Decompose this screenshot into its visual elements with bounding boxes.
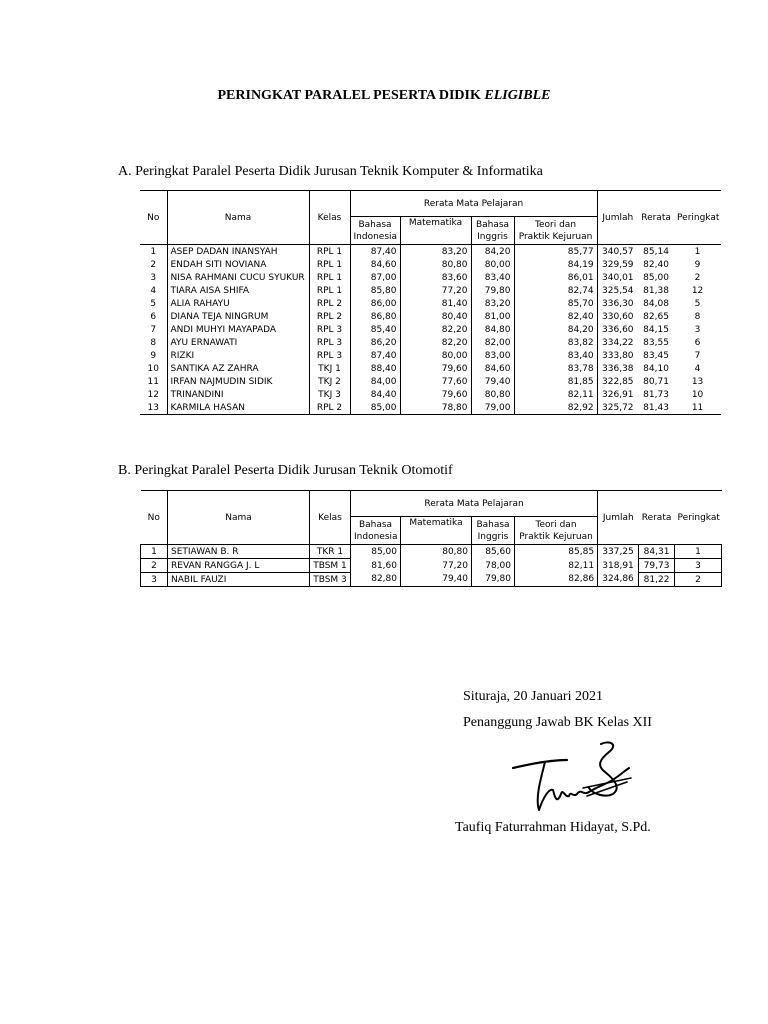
cell-peringkat: 7: [694, 350, 701, 361]
cell-kelas: TBSM 3: [310, 573, 351, 587]
cell-peringkat: 5: [694, 298, 701, 309]
cell-rerata: 81,38: [643, 285, 669, 296]
table-row: [140, 245, 721, 259]
cell-jumlah: 340,01: [597, 271, 638, 284]
cell-matematika: 77,20: [400, 284, 471, 297]
cell-jumlah: 334,22: [597, 336, 638, 349]
cell-bahasa-indonesia: 86,20: [350, 336, 400, 349]
header-no: No: [141, 491, 168, 545]
cell-no: 12: [147, 389, 159, 400]
cell-matematika: 79,60: [400, 362, 471, 375]
signature-place-date: Situraja, 20 Januari 2021: [463, 689, 603, 704]
cell-matematika: 79,60: [400, 388, 471, 401]
table-row: [140, 375, 721, 388]
cell-peringkat: 12: [691, 285, 704, 296]
cell-matematika: 83,60: [400, 271, 471, 284]
table-row: [141, 545, 722, 559]
cell-nama: TRINANDINI: [167, 388, 309, 401]
cell-teori-praktik: 83,82: [514, 336, 597, 349]
cell-matematika: 82,20: [400, 336, 471, 349]
cell-bahasa-indonesia: 85,80: [350, 284, 400, 297]
cell-matematika: 81,40: [400, 297, 471, 310]
cell-kelas: TKJ 2: [309, 375, 350, 388]
header-bahasa-inggris: Bahasa Inggris: [472, 517, 515, 545]
table-section-a: [140, 190, 721, 415]
cell-teori-praktik: 82,92: [514, 401, 597, 415]
table-row: [140, 297, 721, 310]
header-jumlah: Jumlah: [598, 491, 639, 545]
header-rerata-mapel: Rerata Mata Pelajaran: [350, 191, 597, 217]
cell-no: 9: [150, 350, 157, 361]
cell-bahasa-inggris: 85,60: [472, 545, 515, 559]
header-bahasa-indonesia: Bahasa Indonesia: [351, 517, 401, 545]
table-row: [140, 323, 721, 336]
cell-peringkat: 3: [675, 559, 722, 573]
cell-jumlah: 337,25: [598, 545, 639, 559]
cell-peringkat: 4: [694, 363, 701, 374]
cell-nama: ALIA RAHAYU: [167, 297, 309, 310]
cell-bahasa-inggris: 78,00: [472, 559, 515, 573]
cell-bahasa-indonesia: 88,40: [350, 362, 400, 375]
table-section-b: [140, 490, 722, 587]
cell-peringkat: 1: [674, 245, 721, 259]
cell-bahasa-inggris: 84,80: [471, 323, 514, 336]
signature-role: Penanggung Jawab BK Kelas XII: [463, 715, 652, 730]
cell-jumlah: 336,60: [597, 323, 638, 336]
cell-bahasa-indonesia: 87,00: [350, 271, 400, 284]
cell-matematika: 80,80: [400, 258, 471, 271]
cell-rerata: 84,08: [643, 298, 669, 309]
cell-bahasa-indonesia: 85,40: [350, 323, 400, 336]
cell-teori-praktik: 81,85: [514, 375, 597, 388]
section-a-heading: A. Peringkat Paralel Peserta Didik Jurusan Teknik Komputer & Informatika: [118, 164, 543, 179]
cell-no: 10: [147, 363, 159, 374]
cell-teori-praktik: 84,19: [514, 258, 597, 271]
cell-nama: AYU ERNAWATI: [167, 336, 309, 349]
cell-rerata: 84,15: [643, 324, 669, 335]
table-row: [140, 336, 721, 349]
cell-teori-praktik: 85,77: [514, 245, 597, 259]
cell-rerata: 81,22: [639, 573, 675, 587]
signature-name: Taufiq Faturrahman Hidayat, S.Pd.: [455, 820, 651, 835]
cell-bahasa-inggris: 83,20: [471, 297, 514, 310]
cell-jumlah: 325,54: [597, 284, 638, 297]
cell-peringkat: 11: [674, 401, 721, 415]
cell-matematika: 77,20: [401, 559, 472, 573]
header-peringkat: Peringkat: [675, 491, 722, 545]
cell-kelas: RPL 3: [309, 349, 350, 362]
cell-no: 6: [150, 311, 157, 322]
header-rerata: Rerata: [638, 191, 674, 245]
cell-matematika: 80,40: [400, 310, 471, 323]
cell-no: 2: [150, 259, 157, 270]
cell-bahasa-indonesia: 86,00: [350, 297, 400, 310]
cell-peringkat: 2: [694, 272, 701, 283]
cell-matematika: 82,20: [400, 323, 471, 336]
cell-peringkat: 8: [694, 311, 701, 322]
cell-jumlah: 333,80: [597, 349, 638, 362]
cell-nama: ENDAH SITI NOVIANA: [167, 258, 309, 271]
cell-rerata: 82,65: [643, 311, 669, 322]
cell-kelas: RPL 1: [309, 258, 350, 271]
cell-nama: ANDI MUHYI MAYAPADA: [167, 323, 309, 336]
header-teori-praktik: Teori dan Praktik Kejuruan: [514, 217, 597, 245]
cell-no: 7: [150, 324, 157, 335]
cell-bahasa-inggris: 84,60: [471, 362, 514, 375]
cell-matematika: 80,80: [401, 545, 472, 559]
cell-kelas: TKR 1: [310, 545, 351, 559]
header-rerata-mapel: Rerata Mata Pelajaran: [351, 491, 598, 517]
cell-bahasa-inggris: 83,40: [471, 271, 514, 284]
cell-jumlah: 324,86: [598, 573, 639, 587]
cell-peringkat: 2: [675, 573, 722, 587]
header-kelas: Kelas: [310, 491, 351, 545]
table-row: [140, 271, 721, 284]
cell-rerata: 83,45: [643, 350, 669, 361]
cell-teori-praktik: 85,70: [514, 297, 597, 310]
cell-nama: ASEP DADAN INANSYAH: [167, 245, 309, 259]
cell-kelas: RPL 2: [309, 401, 350, 415]
cell-no: 3: [150, 272, 157, 283]
cell-bahasa-inggris: 81,00: [471, 310, 514, 323]
cell-nama: SANTIKA AZ ZAHRA: [167, 362, 309, 375]
title-emphasis: ELIGIBLE: [484, 88, 551, 103]
cell-teori-praktik: 86,01: [514, 271, 597, 284]
table-row: [140, 349, 721, 362]
cell-no: 5: [150, 298, 157, 309]
cell-bahasa-inggris: 82,00: [471, 336, 514, 349]
cell-peringkat: 13: [691, 376, 704, 387]
cell-peringkat: 6: [694, 337, 701, 348]
title-text: PERINGKAT PARALEL PESERTA DIDIK: [217, 88, 481, 103]
cell-matematika: 80,00: [400, 349, 471, 362]
header-jumlah: Jumlah: [597, 191, 638, 245]
cell-peringkat: 9: [694, 259, 701, 270]
table-row: [141, 559, 722, 573]
cell-jumlah: 336,38: [597, 362, 638, 375]
cell-matematika: 78,80: [400, 401, 471, 415]
cell-bahasa-inggris: 79,80: [472, 573, 515, 587]
cell-jumlah: 325,72: [597, 401, 638, 415]
table-row: [140, 310, 721, 323]
cell-nama: KARMILA HASAN: [167, 401, 309, 415]
cell-jumlah: 322,85: [597, 375, 638, 388]
cell-bahasa-inggris: 84,20: [471, 245, 514, 259]
cell-no: 3: [141, 573, 168, 587]
cell-kelas: RPL 2: [309, 310, 350, 323]
cell-teori-praktik: 85,85: [515, 545, 598, 559]
cell-rerata: 85,14: [638, 245, 674, 259]
cell-teori-praktik: 82,40: [514, 310, 597, 323]
table-row: [140, 388, 721, 401]
cell-nama: IRFAN NAJMUDIN SIDIK: [167, 375, 309, 388]
cell-rerata: 84,31: [639, 545, 675, 559]
cell-bahasa-indonesia: 85,00: [351, 545, 401, 559]
cell-nama: NABIL FAUZI: [168, 573, 310, 587]
cell-matematika: 83,20: [400, 245, 471, 259]
cell-bahasa-inggris: 79,00: [471, 401, 514, 415]
cell-rerata: 84,10: [643, 363, 669, 374]
cell-teori-praktik: 82,74: [514, 284, 597, 297]
cell-jumlah: 329,59: [597, 258, 638, 271]
cell-no: 13: [140, 401, 167, 415]
cell-no: 11: [147, 376, 159, 387]
cell-bahasa-indonesia: 86,80: [350, 310, 400, 323]
cell-peringkat: 10: [691, 389, 704, 400]
cell-no: 1: [141, 545, 168, 559]
cell-bahasa-indonesia: 81,60: [351, 559, 401, 573]
cell-bahasa-indonesia: 87,40: [350, 245, 400, 259]
cell-kelas: RPL 1: [309, 284, 350, 297]
cell-bahasa-inggris: 80,00: [471, 258, 514, 271]
cell-no: 1: [140, 245, 167, 259]
cell-jumlah: 336,30: [597, 297, 638, 310]
cell-kelas: RPL 3: [309, 323, 350, 336]
cell-bahasa-indonesia: 85,00: [350, 401, 400, 415]
cell-no: 4: [150, 285, 157, 296]
cell-rerata: 80,71: [643, 376, 669, 387]
table-row: [140, 258, 721, 271]
table-section-b-body: [141, 545, 722, 587]
cell-nama: SETIAWAN B. R: [168, 545, 310, 559]
cell-teori-praktik: 84,20: [514, 323, 597, 336]
header-peringkat: Peringkat: [674, 191, 721, 245]
cell-jumlah: 326,91: [597, 388, 638, 401]
header-bahasa-inggris: Bahasa Inggris: [471, 217, 514, 245]
cell-peringkat: 1: [675, 545, 722, 559]
cell-jumlah: 330,60: [597, 310, 638, 323]
cell-bahasa-indonesia: 84,00: [350, 375, 400, 388]
cell-rerata: 83,55: [643, 337, 669, 348]
page-title: [0, 88, 768, 104]
cell-no: 2: [141, 559, 168, 573]
cell-teori-praktik: 82,11: [514, 388, 597, 401]
cell-kelas: TKJ 3: [309, 388, 350, 401]
header-no: No: [140, 191, 167, 245]
header-nama: Nama: [168, 491, 310, 545]
cell-bahasa-indonesia: 87,40: [350, 349, 400, 362]
cell-matematika: 77,60: [400, 375, 471, 388]
cell-kelas: TKJ 1: [309, 362, 350, 375]
cell-kelas: RPL 1: [309, 245, 350, 259]
cell-bahasa-indonesia: 82,80: [351, 573, 401, 587]
cell-teori-praktik: 82,11: [515, 559, 598, 573]
header-matematika: Matematika: [400, 217, 471, 245]
table-row: [141, 573, 722, 587]
cell-rerata: 82,40: [643, 259, 669, 270]
cell-rerata: 81,73: [643, 389, 669, 400]
cell-nama: REVAN RANGGA J. L: [168, 559, 310, 573]
cell-jumlah: 318,91: [598, 559, 639, 573]
table-row: [140, 362, 721, 375]
cell-nama: DIANA TEJA NINGRUM: [167, 310, 309, 323]
cell-kelas: RPL 1: [309, 271, 350, 284]
header-teori-praktik: Teori dan Praktik Kejuruan: [515, 517, 598, 545]
cell-teori-praktik: 83,40: [514, 349, 597, 362]
cell-kelas: RPL 2: [309, 297, 350, 310]
cell-nama: TIARA AISA SHIFA: [167, 284, 309, 297]
table-section-a-body: [140, 245, 721, 415]
cell-peringkat: 3: [694, 324, 701, 335]
cell-bahasa-indonesia: 84,60: [350, 258, 400, 271]
table-row: [140, 284, 721, 297]
cell-kelas: TBSM 1: [310, 559, 351, 573]
header-matematika: Matematika: [401, 517, 472, 545]
cell-nama: RIZKI: [167, 349, 309, 362]
handwritten-signature: [505, 738, 645, 818]
table-row: [140, 401, 721, 415]
header-nama: Nama: [167, 191, 309, 245]
header-rerata: Rerata: [639, 491, 675, 545]
cell-nama: NISA RAHMANI CUCU SYUKUR: [167, 271, 309, 284]
cell-matematika: 79,40: [401, 573, 472, 587]
cell-rerata: 79,73: [639, 559, 675, 573]
header-kelas: Kelas: [309, 191, 350, 245]
cell-rerata: 85,00: [643, 272, 669, 283]
cell-no: 8: [150, 337, 157, 348]
cell-bahasa-inggris: 83,00: [471, 349, 514, 362]
cell-bahasa-inggris: 79,80: [471, 284, 514, 297]
cell-bahasa-inggris: 79,40: [471, 375, 514, 388]
cell-jumlah: 340,57: [597, 245, 638, 259]
cell-teori-praktik: 83,78: [514, 362, 597, 375]
header-bahasa-indonesia: Bahasa Indonesia: [350, 217, 400, 245]
cell-kelas: RPL 3: [309, 336, 350, 349]
cell-bahasa-inggris: 80,80: [471, 388, 514, 401]
section-b-heading: B. Peringkat Paralel Peserta Didik Jurusan Teknik Otomotif: [118, 463, 453, 478]
cell-teori-praktik: 82,86: [515, 573, 598, 587]
cell-rerata: 81,43: [638, 401, 674, 415]
cell-bahasa-indonesia: 84,40: [350, 388, 400, 401]
